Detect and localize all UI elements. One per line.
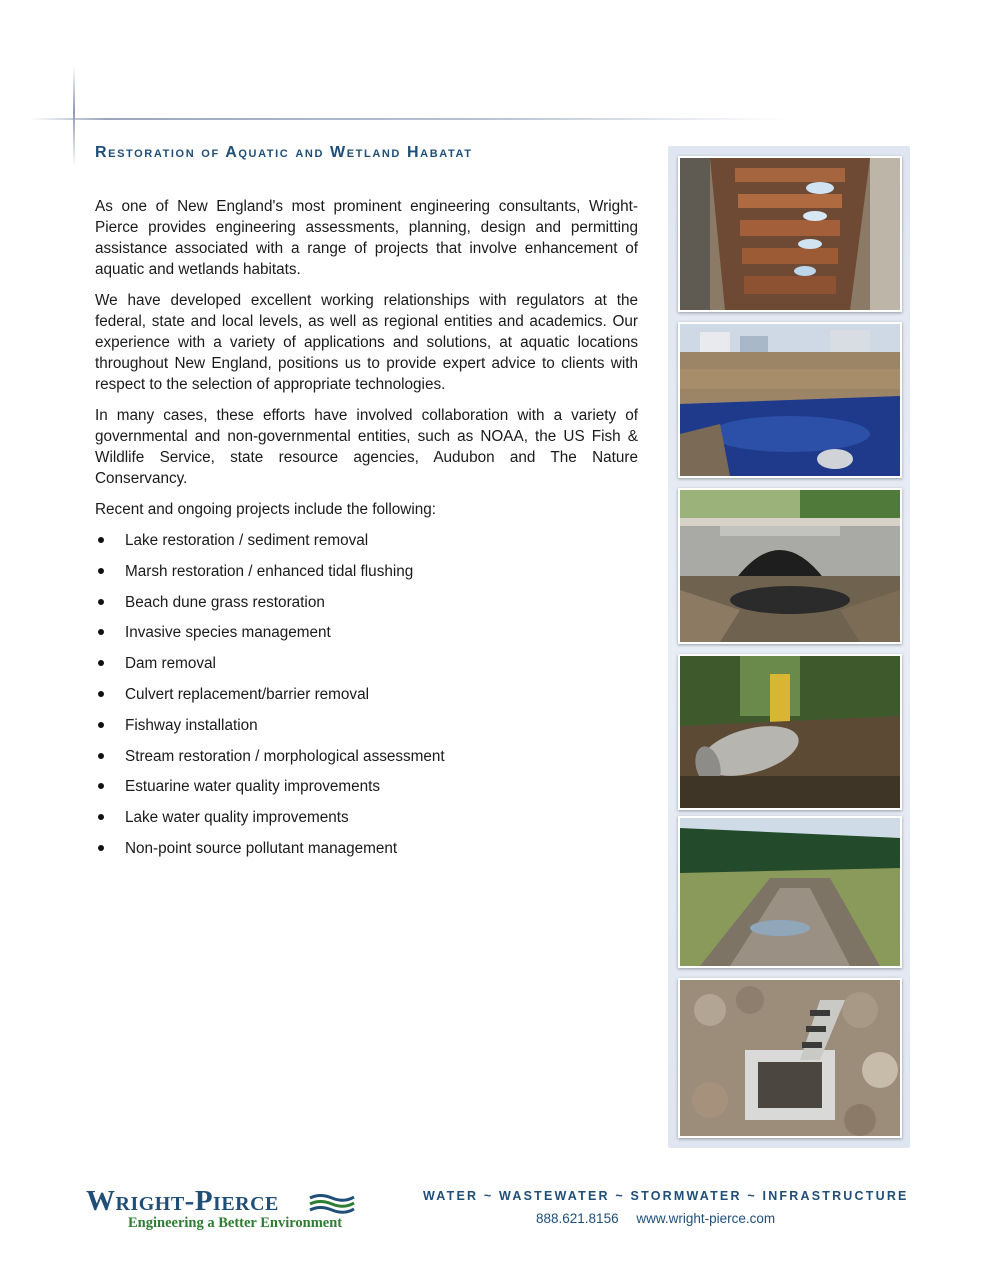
projects-list: [95, 530, 638, 869]
list-item: Stream restoration / morphological assessment: [95, 746, 638, 777]
bullet-icon: [98, 629, 104, 635]
marsh-pond-photo: [678, 322, 902, 478]
collaboration-paragraph: In many cases, these efforts have involved collaboration with a variety of governmental and non-governmental entities, such as NOAA, the US Fish & Wildlife Service, state resource agencies, Audubon and The Nature Conservancy.: [95, 407, 638, 487]
bullet-icon: [98, 537, 104, 543]
phone-number: 888.621.8156: [536, 1211, 619, 1226]
pipe-installation-photo: [678, 654, 902, 810]
contact-line: [536, 1211, 775, 1226]
services-line: WATER ~ WASTEWATER ~ STORMWATER ~ INFRASTRUCTURE: [423, 1189, 909, 1203]
photo-column: [668, 146, 910, 1148]
bullet-icon: [98, 783, 104, 789]
list-item: Invasive species management: [95, 622, 638, 653]
list-item: Marsh restoration / enhanced tidal flushing: [95, 561, 638, 592]
header-rule-vertical: [73, 66, 75, 168]
logo-wordmark: Wright-Pierce: [86, 1185, 279, 1217]
relationships-paragraph: We have developed excellent working relationships with regulators at the federal, state and local levels, as well as regional entities and academics. Our experience with a variety of applications and solutions, at aquatic locations throughout New England, positions us to provide expert advice to clients with respect to the selection of appropriate technologies.: [95, 292, 638, 393]
list-item: Lake water quality improvements: [95, 807, 638, 838]
body-content: [95, 196, 638, 869]
intro-paragraph: As one of New England's most prominent engineering consultants, Wright-Pierce provides engineering assessments, planning, design and permitting assistance associated with a range of projects that involve enhancement of aquatic and wetlands habitats.: [95, 198, 638, 278]
stream-restoration-photo: [678, 816, 902, 968]
list-item: Estuarine water quality improvements: [95, 776, 638, 807]
bullet-icon: [98, 660, 104, 666]
list-item: Lake restoration / sediment removal: [95, 530, 638, 561]
stone-fishway-photo: [678, 978, 902, 1138]
logo-tagline: Engineering a Better Environment: [128, 1215, 343, 1231]
list-item: Culvert replacement/barrier removal: [95, 684, 638, 715]
fish-ladder-photo: [678, 156, 902, 312]
bullet-icon: [98, 753, 104, 759]
bullet-icon: [98, 599, 104, 605]
list-item: Non-point source pollutant management: [95, 838, 638, 869]
list-item: Beach dune grass restoration: [95, 592, 638, 623]
waves-icon: [308, 1192, 356, 1214]
website-link[interactable]: www.wright-pierce.com: [636, 1211, 776, 1226]
page-title: Restoration of Aquatic and Wetland Habatat: [95, 144, 473, 161]
culvert-bridge-photo: [678, 488, 902, 644]
list-item: Dam removal: [95, 653, 638, 684]
bullet-icon: [98, 691, 104, 697]
header-rule-horizontal: [30, 118, 790, 120]
projects-intro: Recent and ongoing projects include the following:: [95, 501, 437, 518]
bullet-icon: [98, 722, 104, 728]
bullet-icon: [98, 814, 104, 820]
bullet-icon: [98, 845, 104, 851]
bullet-icon: [98, 568, 104, 574]
list-item: Fishway installation: [95, 715, 638, 746]
company-logo: [86, 1186, 366, 1236]
